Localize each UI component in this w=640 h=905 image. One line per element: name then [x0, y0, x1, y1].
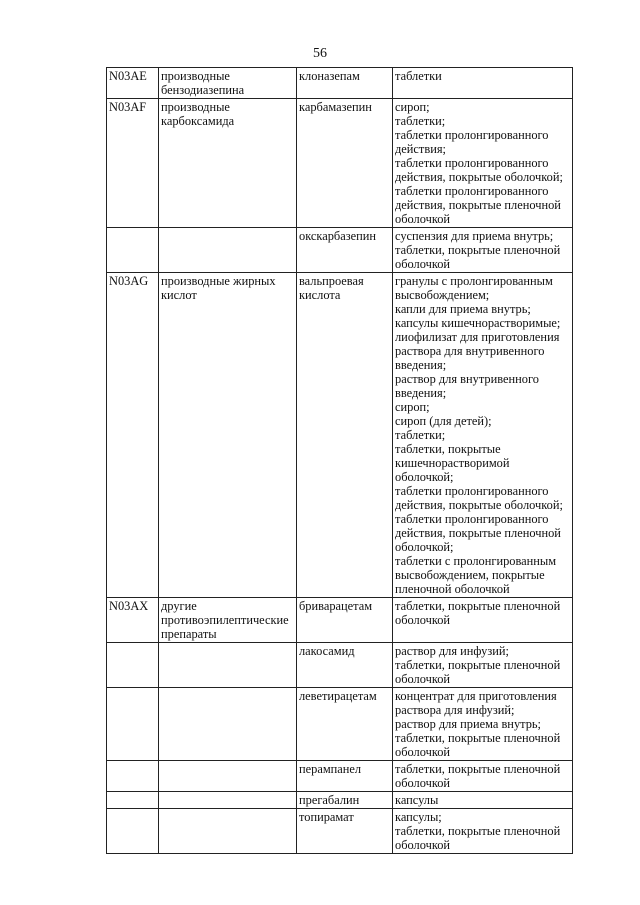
dosage-form-item: таблетки, покрытые пленочной оболочкой: [395, 599, 561, 627]
dosage-form-item: гранулы с пролонгированным высвобождением;: [395, 274, 553, 302]
group-cell: производные бензодиазепина: [159, 68, 297, 99]
group-cell: [159, 792, 297, 809]
dosage-form-item: раствор для внутривенного введения;: [395, 372, 539, 400]
dosage-form-item: концентрат для приготовления раствора для инфузий;: [395, 689, 557, 717]
table-row: [107, 688, 573, 761]
dosage-form-item: таблетки;: [395, 428, 446, 442]
dosage-form-item: капсулы: [395, 793, 439, 807]
table-row: [107, 99, 573, 228]
group-cell: производные жирных кислот: [159, 273, 297, 598]
dosage-form-item: таблетки пролонгированного действия, покрытые оболочкой;: [395, 156, 563, 184]
group-cell: производные карбоксамида: [159, 99, 297, 228]
drug-name-cell: топирамат: [297, 809, 393, 854]
dosage-form-item: таблетки, покрытые пленочной оболочкой: [395, 731, 561, 759]
dosage-form-item: капсулы;: [395, 810, 442, 824]
drug-name-cell: прегабалин: [297, 792, 393, 809]
dosage-form-item: капсулы кишечнорастворимые;: [395, 316, 561, 330]
dosage-form-cell: [393, 598, 573, 643]
dosage-form-cell: [393, 99, 573, 228]
dosage-form-item: таблетки с пролонгированным высвобождением, покрытые пленочной оболочкой: [395, 554, 557, 596]
table-row: [107, 809, 573, 854]
dosage-form-item: таблетки, покрытые кишечнорастворимой оболочкой;: [395, 442, 510, 484]
dosage-form-item: сироп;: [395, 400, 430, 414]
table-row: [107, 761, 573, 792]
dosage-form-item: раствор для инфузий;: [395, 644, 509, 658]
drug-name-cell: перампанел: [297, 761, 393, 792]
dosage-form-item: таблетки, покрытые пленочной оболочкой: [395, 658, 561, 686]
page-number: 56: [313, 46, 327, 61]
atc-code-cell: [107, 228, 159, 273]
group-cell: другие противоэпилептические препараты: [159, 598, 297, 643]
dosage-form-cell: [393, 809, 573, 854]
dosage-form-item: раствор для приема внутрь;: [395, 717, 541, 731]
atc-code-cell: [107, 809, 159, 854]
table-row: [107, 792, 573, 809]
dosage-form-item: таблетки, покрытые пленочной оболочкой: [395, 762, 561, 790]
drug-name-cell: карбамазепин: [297, 99, 393, 228]
atc-code-cell: [107, 643, 159, 688]
dosage-form-cell: [393, 68, 573, 99]
table-row: [107, 643, 573, 688]
dosage-form-cell: [393, 688, 573, 761]
drug-name-cell: клоназепам: [297, 68, 393, 99]
drug-name-cell: лакосамид: [297, 643, 393, 688]
dosage-form-item: суспензия для приема внутрь;: [395, 229, 554, 243]
group-cell: [159, 809, 297, 854]
drug-name-cell: окскарбазепин: [297, 228, 393, 273]
dosage-form-cell: [393, 273, 573, 598]
group-cell: [159, 761, 297, 792]
dosage-form-item: таблетки, покрытые пленочной оболочкой: [395, 824, 561, 852]
dosage-form-item: капли для приема внутрь;: [395, 302, 531, 316]
dosage-form-item: таблетки пролонгированного действия, покрытые пленочной оболочкой: [395, 184, 561, 226]
table-body: [107, 68, 573, 854]
dosage-form-cell: [393, 228, 573, 273]
dosage-form-item: сироп;: [395, 100, 430, 114]
atc-code-cell: [107, 761, 159, 792]
atc-code-cell: [107, 688, 159, 761]
dosage-form-item: сироп (для детей);: [395, 414, 492, 428]
atc-code-cell: [107, 792, 159, 809]
dosage-form-item: лиофилизат для приготовления раствора для внутривенного введения;: [395, 330, 560, 372]
group-cell: [159, 688, 297, 761]
atc-code-cell: N03AG: [107, 273, 159, 598]
table-row: [107, 228, 573, 273]
atc-code-cell: N03AX: [107, 598, 159, 643]
dosage-form-item: таблетки: [395, 69, 442, 83]
group-cell: [159, 228, 297, 273]
table-row: [107, 598, 573, 643]
group-cell: [159, 643, 297, 688]
dosage-form-cell: [393, 792, 573, 809]
dosage-form-cell: [393, 761, 573, 792]
table-row: [107, 68, 573, 99]
dosage-form-cell: [393, 643, 573, 688]
drug-name-cell: вальпроевая кислота: [297, 273, 393, 598]
dosage-form-item: таблетки пролонгированного действия, покрытые пленочной оболочкой;: [395, 512, 561, 554]
dosage-form-item: таблетки;: [395, 114, 446, 128]
dosage-form-item: таблетки пролонгированного действия;: [395, 128, 549, 156]
dosage-form-item: таблетки, покрытые пленочной оболочкой: [395, 243, 561, 271]
atc-code-cell: N03AE: [107, 68, 159, 99]
drug-name-cell: бриварацетам: [297, 598, 393, 643]
table-row: [107, 273, 573, 598]
drug-name-cell: леветирацетам: [297, 688, 393, 761]
atc-code-cell: N03AF: [107, 99, 159, 228]
drug-table: [106, 67, 573, 854]
dosage-form-item: таблетки пролонгированного действия, покрытые оболочкой;: [395, 484, 563, 512]
